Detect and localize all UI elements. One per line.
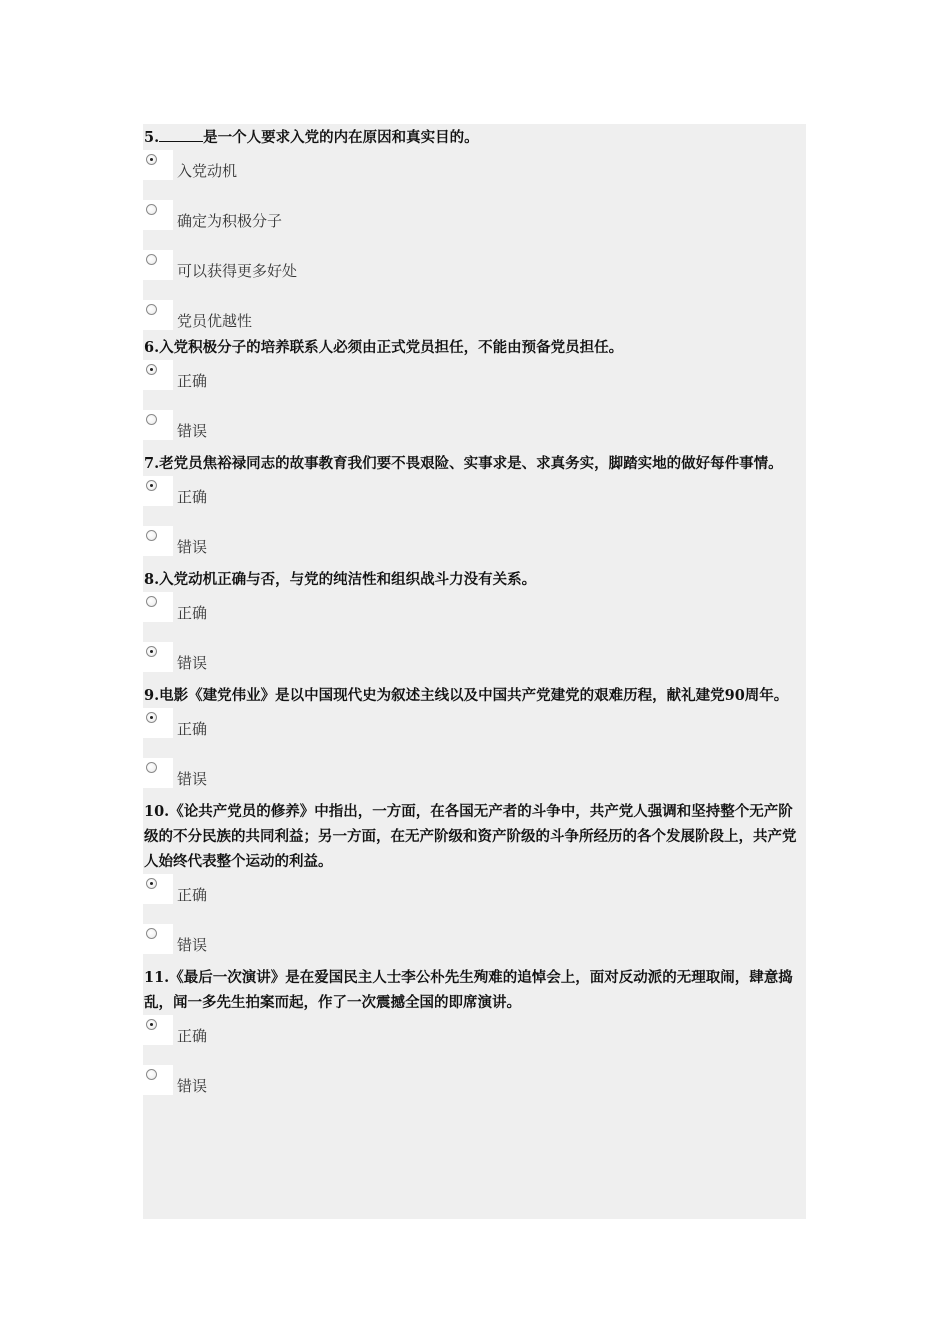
option-label: 可以获得更多好处	[177, 262, 298, 280]
option-label: 正确	[177, 372, 208, 390]
option-label: 错误	[177, 422, 208, 440]
question-text: 5. 是一个人要求入党的内在原因和真实目的。	[143, 124, 806, 150]
option-label: 正确	[177, 886, 208, 904]
option-row[interactable]	[143, 758, 806, 798]
option-row[interactable]	[143, 708, 806, 758]
question-block	[143, 566, 806, 682]
option-label: 党员优越性	[177, 312, 253, 330]
option-row[interactable]	[143, 250, 806, 300]
option-row[interactable]	[143, 592, 806, 642]
option-row[interactable]	[143, 874, 806, 924]
question-text: 8.入党动机正确与否，与党的纯洁性和组织战斗力没有关系。	[144, 571, 537, 588]
radio-button[interactable]	[146, 204, 157, 215]
option-row[interactable]	[143, 642, 806, 682]
option-row[interactable]	[143, 1015, 806, 1065]
option-label: 错误	[177, 538, 208, 556]
question-block	[143, 964, 806, 1115]
question-block	[143, 682, 806, 798]
quiz-panel	[143, 124, 806, 1219]
option-row[interactable]	[143, 924, 806, 964]
option-label: 正确	[177, 1027, 208, 1045]
fill-blank	[159, 126, 203, 142]
radio-button[interactable]	[146, 304, 157, 315]
radio-button[interactable]	[146, 596, 157, 607]
radio-button-checked[interactable]	[146, 646, 157, 657]
option-label: 正确	[177, 604, 208, 622]
radio-button-checked[interactable]	[146, 480, 157, 491]
option-label: 确定为积极分子	[177, 212, 283, 230]
option-label: 错误	[177, 654, 208, 672]
option-row[interactable]	[143, 200, 806, 250]
option-row[interactable]	[143, 300, 806, 334]
option-label: 错误	[177, 770, 208, 788]
radio-button-checked[interactable]	[146, 712, 157, 723]
radio-button[interactable]	[146, 1069, 157, 1080]
option-label: 错误	[177, 1077, 208, 1095]
question-text: 6.入党积极分子的培养联系人必须由正式党员担任，不能由预备党员担任。	[144, 339, 624, 356]
option-row[interactable]	[143, 360, 806, 410]
question-text: 10.《论共产党员的修养》中指出，一方面，在各国无产者的斗争中，共产党人强调和坚持整个无产阶级的不分民族的共同利益；另一方面，在无产阶级和资产阶级的斗争所经历的各个发展阶段上，共产党人始终代表整个运动的利益。	[144, 803, 797, 870]
option-label: 正确	[177, 720, 208, 738]
radio-button[interactable]	[146, 928, 157, 939]
question-text: 11.《最后一次演讲》是在爱国民主人士李公朴先生殉难的追悼会上，面对反动派的无理取闹，肆意捣乱，闻一多先生拍案而起，作了一次震撼全国的即席演讲。	[144, 969, 793, 1011]
radio-button-checked[interactable]	[146, 364, 157, 375]
option-label: 正确	[177, 488, 208, 506]
radio-button-checked[interactable]	[146, 878, 157, 889]
question-block	[143, 334, 806, 450]
radio-button[interactable]	[146, 254, 157, 265]
radio-button-checked[interactable]	[146, 154, 157, 165]
radio-button[interactable]	[146, 762, 157, 773]
option-row[interactable]	[143, 526, 806, 566]
radio-button-checked[interactable]	[146, 1019, 157, 1030]
option-row[interactable]	[143, 1065, 806, 1115]
question-block	[143, 798, 806, 964]
radio-button[interactable]	[146, 530, 157, 541]
option-row[interactable]	[143, 476, 806, 526]
question-block	[143, 450, 806, 566]
question-text: 7.老党员焦裕禄同志的故事教育我们要不畏艰险、实事求是、求真务实，脚踏实地的做好每件事情。	[144, 455, 783, 472]
question-block	[143, 124, 806, 334]
option-row[interactable]	[143, 150, 806, 200]
option-row[interactable]	[143, 410, 806, 450]
question-text: 9.电影《建党伟业》是以中国现代史为叙述主线以及中国共产党建党的艰难历程，献礼建党90周年。	[144, 687, 789, 704]
radio-button[interactable]	[146, 414, 157, 425]
option-label: 错误	[177, 936, 208, 954]
option-label: 入党动机	[177, 162, 238, 180]
